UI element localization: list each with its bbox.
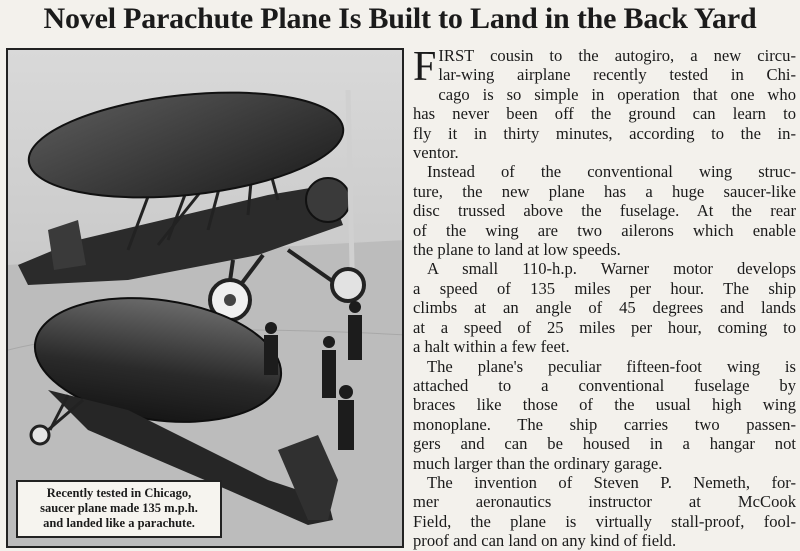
photo-caption [16, 480, 222, 538]
text-line: mer aeronautics instructor at McCook [413, 492, 796, 512]
text-line: IRST cousin to the autogiro, a new circu- [438, 46, 796, 65]
text-line: at a speed of 25 miles per hour, coming to [413, 317, 796, 337]
text-line: much larger than the ordinary garage. [413, 453, 663, 473]
text-line: the plane to land at low speeds. [413, 240, 621, 260]
drop-cap: F [413, 44, 437, 90]
caption-line: saucer plane made 135 m.p.h. [40, 501, 198, 515]
text-line: The plane's peculiar fifteen-foot wing is [427, 356, 796, 376]
text-line: gers and can be housed in a hangar not [413, 434, 796, 454]
text-line: braces like those of the usual high wing [413, 395, 796, 415]
text-line: has never been off the ground can learn to [413, 104, 796, 124]
paragraph-5 [413, 473, 796, 551]
text-line: a halt within a few feet. [413, 337, 570, 357]
caption-line: Recently tested in Chicago, [46, 486, 192, 500]
caption-line: and landed like a parachute. [43, 516, 195, 530]
text-line: Field, the plane is virtually stall-proof, fool- [413, 511, 796, 531]
paragraph-4 [413, 357, 796, 473]
headline: Novel Parachute Plane Is Built to Land in the Back Yard [43, 2, 757, 35]
text-line: cago is so simple in operation that one who [438, 84, 796, 104]
text-line: The invention of Steven P. Nemeth, for- [427, 472, 796, 492]
text-line: of the wing are two ailerons which enable [413, 220, 796, 240]
saucer-plane-photo [8, 50, 404, 548]
text-line: Instead of the conventional wing struc- [427, 162, 796, 182]
text-line: disc trussed above the fuselage. At the rear [413, 201, 796, 221]
text-line: proof and can land on any kind of field. [413, 531, 677, 551]
text-line: lar-wing airplane recently tested in Chi- [438, 65, 796, 85]
text-line: a speed of 135 miles per hour. The ship [413, 278, 796, 298]
article-body [413, 46, 796, 551]
text-line: A small 110-h.p. Warner motor develops [427, 259, 796, 279]
text-line: attached to a conventional fuselage by [413, 375, 796, 395]
text-line: fly it in thirty minutes, according to the in- [413, 123, 796, 143]
paragraph-3 [413, 259, 796, 356]
photo [6, 48, 404, 548]
paragraph-2 [413, 162, 796, 259]
text-line: ventor. [413, 143, 459, 163]
paragraph-1 [413, 46, 796, 162]
text-line: climbs at an angle of 45 degrees and lands [413, 298, 796, 318]
text-line: ture, the new plane has a huge saucer-like [413, 181, 796, 201]
text-line: monoplane. The ship carries two passen- [413, 414, 796, 434]
